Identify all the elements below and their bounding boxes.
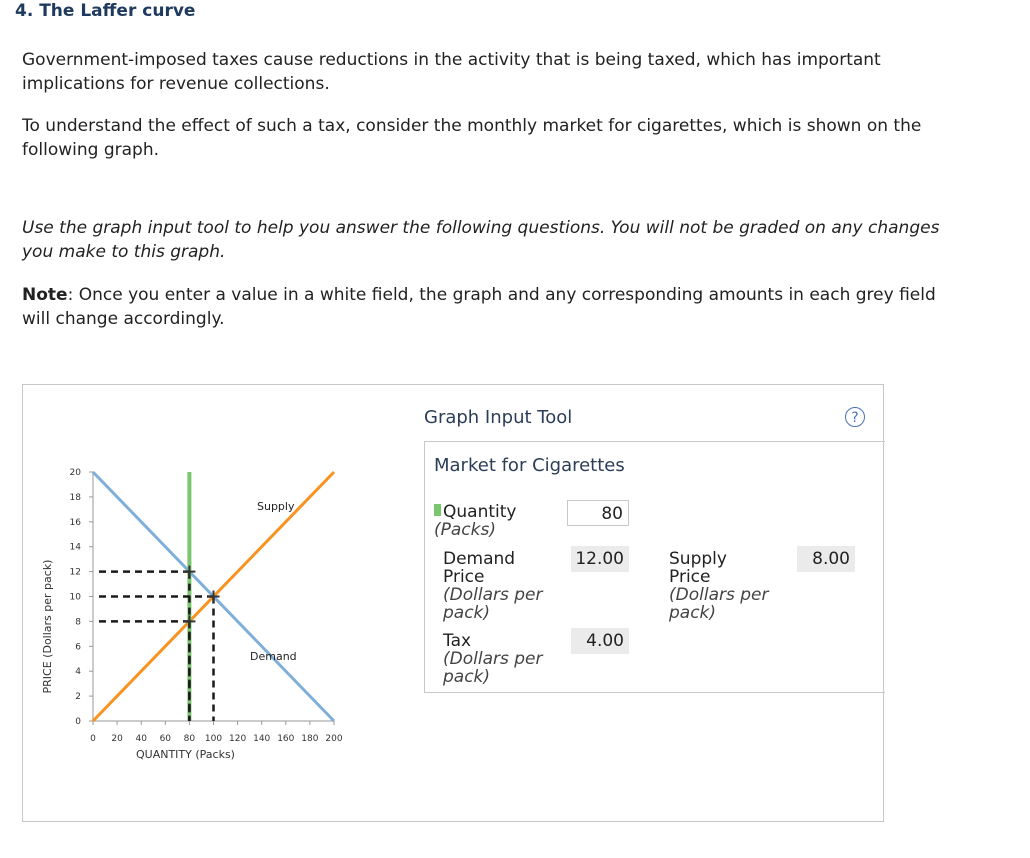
- x-tick-label: 80: [183, 734, 196, 744]
- x-tick-label: 120: [229, 734, 247, 744]
- instruction-paragraph: Use the graph input tool to help you answer the following questions. You will not be graded on any changes you make to this graph.: [22, 218, 940, 262]
- supply-price-label-line1: Supply: [669, 549, 727, 569]
- quantity-label: [434, 503, 516, 539]
- help-icon[interactable]: ?: [845, 407, 865, 427]
- y-tick-label: 20: [69, 468, 81, 478]
- demand-price-label-line2: Price: [443, 567, 485, 587]
- y-tick-label: 10: [69, 592, 81, 603]
- page-title: 4. The Laffer curve: [15, 1, 196, 21]
- y-tick-label: 8: [75, 617, 81, 628]
- y-tick-label: 0: [75, 717, 81, 727]
- chart-lines: [93, 472, 334, 721]
- demand-price-unit-line2: pack): [443, 603, 491, 623]
- y-tick-label: 4: [75, 667, 81, 678]
- y-tick-label: 6: [75, 642, 81, 653]
- y-tick-label: 12: [69, 567, 81, 578]
- x-axis-title: QUANTITY (Packs): [136, 748, 235, 761]
- supply-price-field: 8.00: [797, 546, 855, 572]
- tax-field: 4.00: [571, 628, 629, 654]
- supply-price-label: [669, 550, 768, 622]
- y-tick-label: 18: [69, 492, 81, 503]
- quantity-label-text: Quantity: [443, 502, 517, 522]
- x-tick-label: 20: [111, 734, 123, 744]
- supply-label: Supply: [257, 500, 295, 513]
- tax-unit-line2: pack): [443, 667, 491, 687]
- x-tick-label: 100: [204, 734, 223, 744]
- x-tick-label: 140: [253, 734, 271, 744]
- note-paragraph: [22, 283, 952, 331]
- context-paragraph: To understand the effect of such a tax, consider the monthly market for cigarettes, which is shown on the following graph.: [22, 116, 922, 160]
- demand-price-label: [443, 550, 542, 622]
- x-tick-label: 40: [135, 734, 147, 744]
- tax-unit-line1: (Dollars per: [443, 649, 543, 669]
- demand-price-field: 12.00: [571, 546, 629, 572]
- tax-label: [443, 632, 542, 686]
- x-tick-label: 180: [301, 734, 319, 744]
- quantity-marker-icon: [434, 504, 441, 516]
- x-tick-label: 60: [159, 734, 172, 744]
- y-axis-title: PRICE (Dollars per pack): [41, 559, 54, 694]
- demand-label: Demand: [250, 650, 297, 663]
- demand-price-unit-line1: (Dollars per: [443, 585, 543, 605]
- quantity-input[interactable]: 80: [567, 500, 629, 526]
- graph-input-tool-title: Graph Input Tool: [424, 407, 573, 428]
- x-tick-label: 160: [277, 734, 295, 744]
- intro-paragraph: Government-imposed taxes cause reductions in the activity that is being taxed, which has important implications for revenue collections.: [22, 50, 881, 94]
- y-tick-label: 14: [69, 542, 81, 553]
- note-label: Note: [22, 285, 68, 305]
- note-text: : Once you enter a value in a white field, the graph and any corresponding amounts in each grey field will change accordingly.: [22, 285, 936, 329]
- supply-price-label-line2: Price: [669, 567, 711, 587]
- x-tick-label: 200: [325, 734, 343, 744]
- supply-price-unit-line2: pack): [669, 603, 717, 623]
- demand-price-label-line1: Demand: [443, 549, 516, 569]
- y-tick-label: 16: [69, 517, 81, 528]
- x-tick-label: 0: [90, 734, 96, 744]
- market-title: Market for Cigarettes: [434, 455, 625, 476]
- graph-panel: [22, 384, 884, 822]
- tax-label-text: Tax: [443, 631, 472, 651]
- quantity-unit: (Packs): [434, 520, 496, 540]
- graph-input-tool: [424, 441, 885, 693]
- market-chart[interactable]: [23, 385, 423, 821]
- y-tick-label: 2: [75, 692, 81, 703]
- supply-price-unit-line1: (Dollars per: [669, 585, 769, 605]
